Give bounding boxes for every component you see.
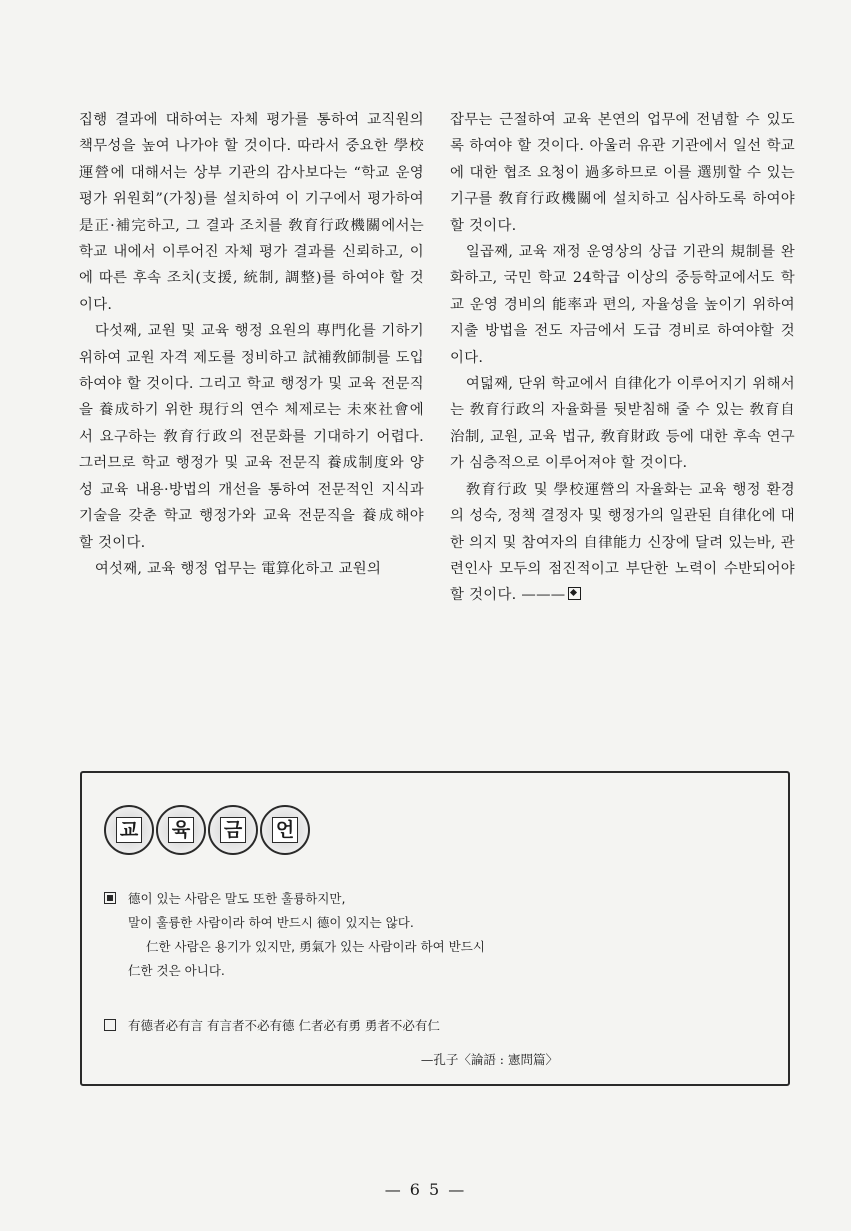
paragraph: 다섯째, 교원 및 교육 행정 요원의 專門化를 기하기 위하여 교원 자격 제도를 정비하고 試補敎師制를 도입하여야 할 것이다. 그리고 학교 행정가 및 교육 전문직을 養成하기 위한 現行의 연수 체제로는 未來社會에서 요구하는 敎育行政의 전문화를 기대하기 어렵다. 그러므로 학교 행정가 및 교육 전문직 養成制度와 양성 교육 내용·방법의 개선을 통하여 전문적인 지식과 기술을 갖춘 학교 행정가와 교육 전문직을 養成해야 할 것이다. [79,323,424,551]
title-char: 언 [272,817,298,843]
quote-line-text: 德이 있는 사람은 말도 또한 훌륭하지만, [128,891,346,906]
paragraph-last [450,477,795,609]
quote-line [104,887,485,911]
chinese-quote [104,1016,440,1036]
title-circle [156,805,206,855]
box-title [104,805,310,855]
title-circle [208,805,258,855]
korean-quote [104,887,485,983]
left-text-column [79,107,424,582]
quote-line: 仁한 사람은 용기가 있지만, 勇氣가 있는 사람이라 하여 반드시 [146,939,485,954]
education-maxim-box [80,771,790,1086]
empty-square-icon [104,1019,116,1031]
end-mark-icon [568,587,581,600]
paragraph-text: 敎育行政 및 學校運營의 자율화는 교육 행정 환경의 성숙, 정책 결정자 및 행정가의 일관된 自律化에 대한 의지 및 참여자의 自律能力 신장에 달려 있는바, 관련인사 모두의 점진적이고 부단한 노력이 수반되어야 할 것이다. ——— [450,481,795,604]
chinese-quote-text: 有德者必有言 有言者不必有德 仁者必有勇 勇者不必有仁 [128,1018,440,1033]
title-char: 금 [220,817,246,843]
paragraph: 잡무는 근절하여 교육 본연의 업무에 전념할 수 있도록 하여야 할 것이다. 아울러 유관 기관에서 일선 학교에 대한 협조 요청이 過多하므로 이를 選別할 수 있는 기구를 敎育行政機關에 설치하고 심사하도록 하여야 할 것이다. [450,112,795,234]
quote-source: —孔子〈論語 : 憲問篇〉 [420,1052,558,1067]
paragraph: 일곱째, 교육 재정 운영상의 상급 기관의 規制를 완화하고, 국민 학교 24학급 이상의 중등학교에서도 학교 운영 경비의 能率과 편의, 자율성을 높이기 위하여 지출 방법을 전도 자금에서 도급 경비로 하여야할 것이다. [450,244,795,366]
title-char: 육 [168,817,194,843]
title-circle [104,805,154,855]
quote-line: 말이 훌륭한 사람이라 하여 반드시 德이 있지는 않다. [128,915,414,930]
title-circle [260,805,310,855]
paragraph: 여섯째, 교육 행정 업무는 電算化하고 교원의 [94,560,382,577]
quote-line: 仁한 것은 아니다. [128,963,225,978]
paragraph: 집행 결과에 대하여는 자체 평가를 통하여 교직원의 책무성을 높여 나가야 할 것이다. 따라서 중요한 學校運營에 대해서는 상부 기관의 감사보다는 “학교 운영 평가 위원회”(가칭)를 설치하여 이 기구에서 평가하여 是正·補完하고, 그 결과 조치를 敎育行政機關에서는 학교 내에서 이루어진 자체 평가 결과를 신뢰하고, 이에 따른 후속 조치(支援, 統制, 調整)를 하여야 할 것이다. [79,112,424,313]
title-char: 교 [116,817,142,843]
filled-square-icon [104,892,116,904]
paragraph: 여덟째, 단위 학교에서 自律化가 이루어지기 위해서는 敎育行政의 자율화를 뒷받침해 줄 수 있는 敎育自治制, 교원, 교육 법규, 敎育財政 등에 대한 후속 연구가 심층적으로 이루어져야 할 것이다. [450,376,795,472]
page-number: — 6 5 — [384,1180,467,1199]
right-text-column [450,107,795,609]
